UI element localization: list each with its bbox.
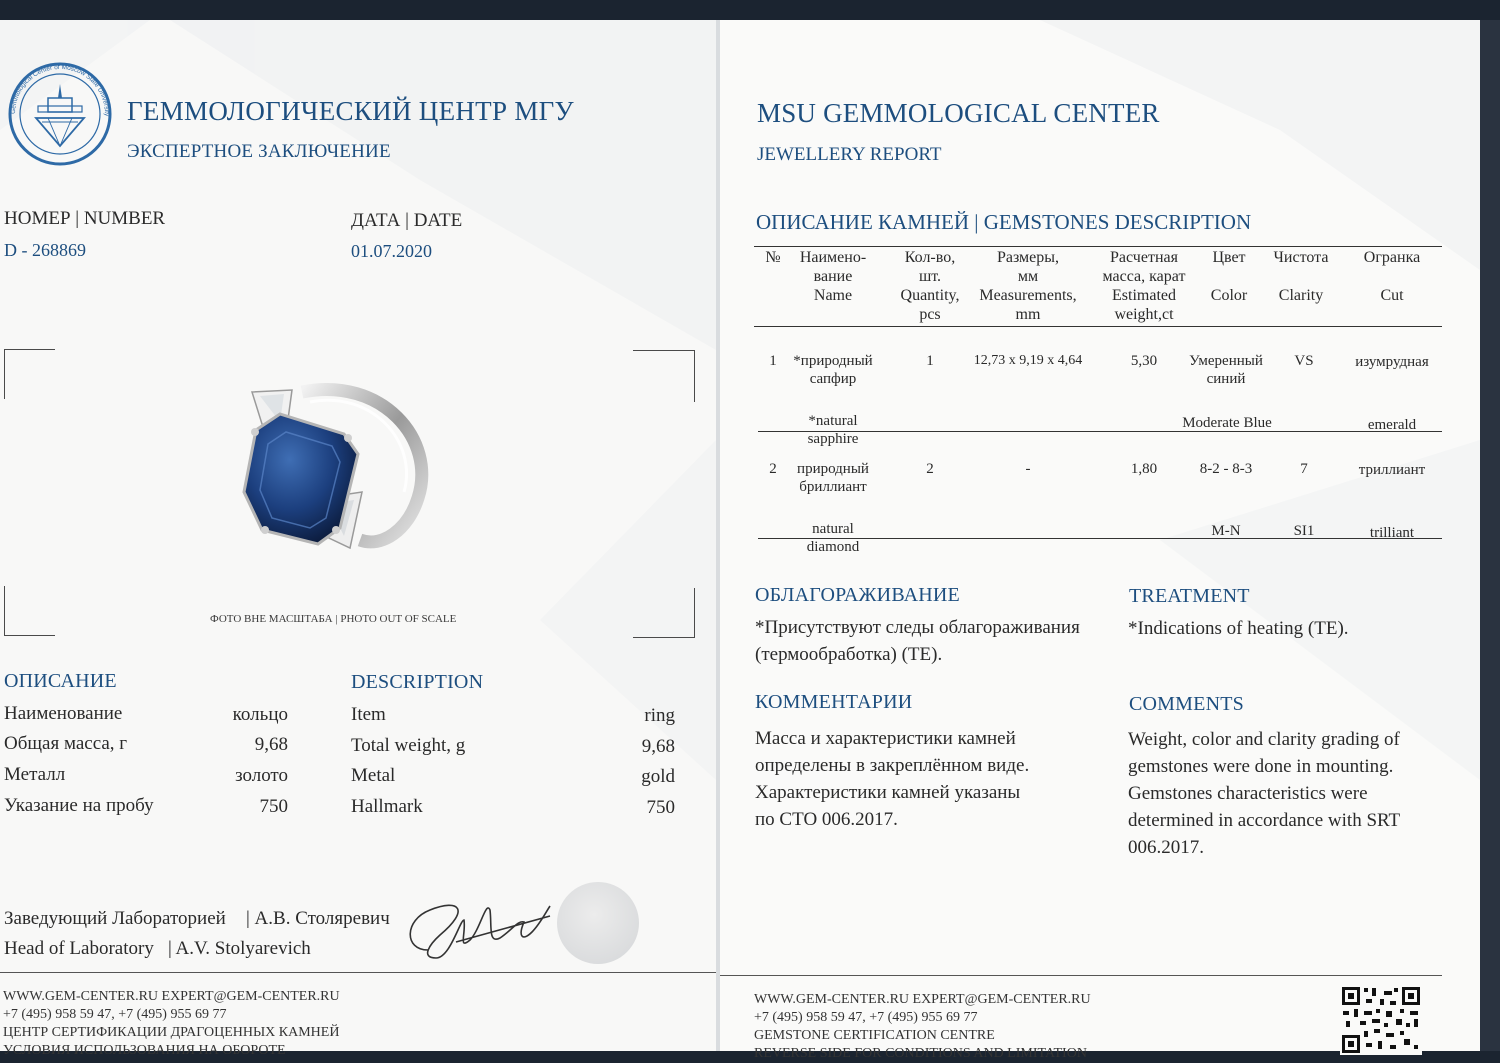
header-weight-ru: Расчетная масса, карат (1102, 249, 1186, 285)
header-qty-ru: Кол-во, шт. (904, 249, 956, 285)
header-weight-en: Estimated weight,ct (1112, 287, 1176, 323)
desc-value-ru: кольцо (232, 704, 288, 725)
head-title-ru: Заведующий Лабораторией (4, 908, 226, 929)
row-num: 2 (769, 461, 777, 477)
footer-line: +7 (495) 958 59 47, +7 (495) 955 69 77 (754, 1010, 978, 1025)
number-value: D - 268869 (4, 240, 86, 260)
cover-edge (1480, 20, 1500, 1051)
treatment-heading-ru: ОБЛАГОРАЖИВАНИЕ (755, 584, 960, 606)
left-page (0, 20, 716, 1058)
photo-frame-corner (4, 586, 55, 636)
row-num: 1 (769, 353, 777, 369)
row-weight: 5,30 (1130, 353, 1158, 369)
row-name-en: natural diamond (806, 521, 860, 555)
header-name-ru: Наимено- вание (799, 249, 867, 285)
footer-right (754, 991, 1091, 1063)
treatment-heading-en: TREATMENT (1129, 585, 1250, 607)
description-heading-en: DESCRIPTION (351, 671, 484, 693)
footer-line: WWW.GEM-CENTER.RU EXPERT@GEM-CENTER.RU (754, 992, 1091, 1007)
logo-ring-text: Gemmological Center of Moscow State University (9, 63, 111, 117)
desc-value-en: ring (644, 705, 675, 726)
row-color-ru: 8-2 - 8-3 (1199, 461, 1253, 477)
row-clarity-ru: 7 (1300, 461, 1308, 477)
head-name-ru: | А.В. Столяревич (246, 908, 390, 929)
footer-divider (0, 972, 716, 973)
row-size: - (1025, 461, 1031, 477)
msu-logo-icon (8, 62, 112, 166)
row-cut-ru: изумрудная (1355, 354, 1429, 370)
photo-frame-corner (633, 588, 695, 638)
row-color-ru: Умеренный синий (1189, 353, 1263, 387)
desc-value-ru: золото (235, 765, 288, 786)
row-name-ru: природный бриллиант (797, 461, 869, 495)
header-clarity-en: Clarity (1278, 287, 1324, 304)
row-cut-en: trilliant (1369, 525, 1415, 541)
row-color-en: Moderate Blue (1182, 415, 1272, 431)
row-name-ru: *природный сапфир (793, 353, 873, 387)
footer-line: WWW.GEM-CENTER.RU EXPERT@GEM-CENTER.RU (3, 989, 340, 1004)
header-color-ru: Цвет (1212, 249, 1246, 266)
header-num: № (765, 249, 781, 266)
desc-label-en: Item (351, 704, 386, 725)
row-cut-ru: триллиант (1358, 462, 1426, 478)
desc-label-en: Hallmark (351, 796, 423, 817)
treatment-text-en: *Indications of heating (TE). (1128, 618, 1349, 639)
gemstones-heading: ОПИСАНИЕ КАМНЕЙ | GEMSTONES DESCRIPTION (756, 210, 1252, 234)
header-color-en: Color (1210, 287, 1248, 304)
header-clarity-ru: Чистота (1273, 249, 1329, 266)
row-clarity-ru: VS (1294, 353, 1314, 369)
report-type-en: JEWELLERY REPORT (757, 144, 942, 165)
hologram-seal (557, 882, 639, 964)
head-name-en: | A.V. Stolyarevich (168, 938, 311, 959)
desc-value-en: 9,68 (641, 736, 675, 757)
row-name-en: *natural sapphire (807, 413, 859, 447)
photo-frame-corner (633, 350, 695, 402)
comments-heading-ru: КОММЕНТАРИИ (755, 691, 913, 713)
row-size: 12,73 x 9,19 x 4,64 (973, 353, 1083, 368)
desc-value-ru: 9,68 (254, 734, 288, 755)
number-label: НОМЕР | NUMBER (4, 208, 166, 229)
comments-text-en: Weight, color and clarity grading of gemstones were done in mounting. Gemstones characteristics were determined in accordance with SRT 006.2017. (1128, 729, 1401, 858)
header-name-en: Name (813, 287, 853, 304)
signature (400, 880, 560, 970)
footer-line: GEMSTONE CERTIFICATION CENTRE (754, 1028, 995, 1043)
photo-caption: ФОТО ВНЕ МАСШТАБА | PHOTO OUT OF SCALE (210, 613, 457, 625)
footer-line: ЦЕНТР СЕРТИФИКАЦИИ ДРАГОЦЕННЫХ КАМНЕЙ (3, 1025, 340, 1040)
comments-heading-en: COMMENTS (1129, 693, 1244, 715)
header-size-en: Measurements, mm (979, 287, 1077, 323)
desc-value-en: gold (641, 766, 675, 787)
page-title-en: MSU GEMMOLOGICAL CENTER (757, 98, 1160, 128)
footer-line: УСЛОВИЯ ИСПОЛЬЗОВАНИЯ НА ОБОРОТЕ (3, 1043, 286, 1058)
date-value: 01.07.2020 (351, 241, 432, 261)
comments-text-ru: Масса и характеристики камней определены в закреплённом виде. Характеристики камней указаны по СТО 006.2017. (755, 728, 1030, 830)
row-color-en: M-N (1211, 523, 1241, 539)
footer-line: REVERSE SIDE FOR CONDITIONS AND LIMITATION (754, 1046, 1087, 1061)
photo-frame-corner (4, 349, 55, 399)
desc-label-ru: Общая масса, г (4, 733, 128, 754)
qr-code[interactable] (1340, 985, 1422, 1055)
report-type-ru: ЭКСПЕРТНОЕ ЗАКЛЮЧЕНИЕ (127, 141, 391, 162)
table-rule (754, 326, 1442, 327)
desc-value-ru: 750 (259, 796, 288, 817)
page-title-ru: ГЕММОЛОГИЧЕСКИЙ ЦЕНТР МГУ (127, 96, 574, 126)
head-title-en: Head of Laboratory (4, 938, 154, 959)
desc-label-ru: Указание на пробу (4, 795, 154, 816)
table-rule (754, 246, 1442, 247)
footer-divider (720, 975, 1442, 976)
footer-line: +7 (495) 958 59 47, +7 (495) 955 69 77 (3, 1007, 227, 1022)
row-qty: 1 (926, 353, 934, 369)
desc-label-ru: Металл (4, 764, 66, 785)
date-label: ДАТА | DATE (351, 210, 463, 231)
desc-value-en: 750 (646, 797, 675, 818)
desc-label-ru: Наименование (4, 703, 123, 724)
header-size-ru: Размеры, мм (996, 249, 1060, 285)
header-qty-en: Quantity, pcs (900, 287, 960, 323)
row-cut-en: emerald (1367, 417, 1417, 433)
right-page (720, 20, 1480, 1061)
header-cut-en: Cut (1380, 287, 1404, 304)
description-heading-ru: ОПИСАНИЕ (4, 670, 117, 692)
footer-left (3, 988, 340, 1060)
row-weight: 1,80 (1130, 461, 1158, 477)
header-cut-ru: Огранка (1363, 249, 1421, 266)
row-qty: 2 (926, 461, 934, 477)
desc-label-en: Total weight, g (351, 735, 466, 756)
desc-label-en: Metal (351, 765, 396, 786)
treatment-text-ru: *Присутствуют следы облагораживания (термообработка) (ТЕ). (755, 617, 1080, 665)
row-clarity-en: SI1 (1293, 523, 1315, 539)
ring-photo (232, 380, 432, 550)
